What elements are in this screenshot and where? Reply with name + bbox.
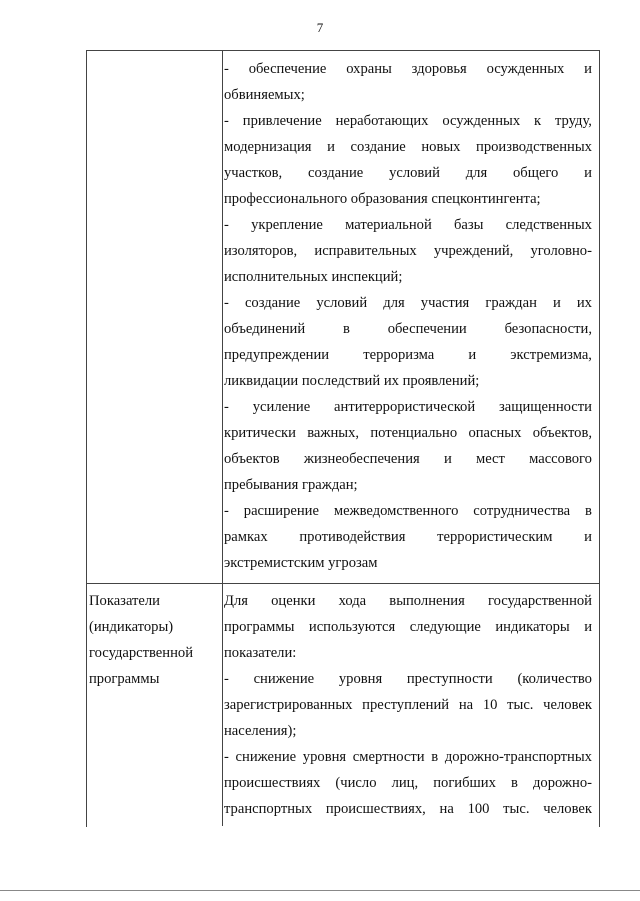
word: обеспечение <box>248 61 327 77</box>
text-line <box>224 186 592 212</box>
word: - <box>224 113 229 129</box>
word: индикаторы <box>495 619 570 635</box>
word: и <box>584 61 592 77</box>
text-line <box>224 666 592 692</box>
text-line <box>224 316 592 342</box>
word: и <box>584 529 592 545</box>
word: осужденных <box>486 61 565 77</box>
word: снижение <box>253 671 315 687</box>
word: базы <box>453 217 484 233</box>
text-line-content: пребывания граждан; <box>224 477 358 493</box>
word: и <box>584 165 592 181</box>
word: тыс. <box>503 801 530 817</box>
word: - <box>224 61 229 77</box>
text-line <box>224 394 592 420</box>
word: производственных <box>476 139 592 155</box>
word: граждан <box>485 295 537 311</box>
label-line: программы <box>89 671 160 687</box>
label-line: (индикаторы) <box>89 619 174 635</box>
word: происшествиях, <box>325 801 426 817</box>
word: для <box>383 295 405 311</box>
word: межведомственного <box>333 503 459 519</box>
word: оценки <box>271 593 316 609</box>
word: уровня <box>338 671 383 687</box>
word: снижение <box>235 749 297 765</box>
text-line <box>224 108 592 134</box>
word: модернизация <box>224 139 312 155</box>
word: 10 <box>482 697 498 713</box>
word: следующие <box>409 619 481 635</box>
text-line-content: ликвидации последствий их проявлений; <box>224 373 480 389</box>
word: преступлений <box>362 697 450 713</box>
word: человек <box>543 697 592 713</box>
text-line-content: исполнительных инспекций; <box>224 269 403 285</box>
word: в <box>431 749 439 765</box>
text-line <box>224 368 592 394</box>
word: условий <box>316 295 368 311</box>
row-divider <box>86 583 599 584</box>
label-line: государственной <box>89 645 194 661</box>
indicators-cell <box>224 588 592 822</box>
text-line-content: показатели: <box>224 645 297 661</box>
word: создание <box>350 139 406 155</box>
word: 100 <box>467 801 490 817</box>
column-divider <box>222 50 223 826</box>
text-line <box>224 212 592 238</box>
word: исправительных <box>314 243 417 259</box>
text-line-content: экстремистским угрозам <box>224 555 378 571</box>
word: - <box>224 503 229 519</box>
word: государственной <box>487 593 592 609</box>
word: - <box>224 295 229 311</box>
word: смертности <box>352 749 425 765</box>
word: дорожно- <box>532 775 592 791</box>
text-line <box>224 498 592 524</box>
word: - <box>224 671 229 687</box>
word: для <box>465 165 488 181</box>
word: объединений <box>224 321 306 337</box>
word: происшествиях <box>224 775 321 791</box>
word: террористическим <box>437 529 553 545</box>
word: безопасности, <box>504 321 592 337</box>
word: Для <box>224 593 248 609</box>
text-line <box>224 160 592 186</box>
word: преступности <box>406 671 493 687</box>
word: важных, <box>307 425 360 441</box>
word: на <box>439 801 454 817</box>
word: - <box>224 217 229 233</box>
word: жизнеобеспечения <box>303 451 420 467</box>
word: человек <box>543 801 592 817</box>
text-line <box>224 82 592 108</box>
word: хода <box>338 593 367 609</box>
word: и <box>443 451 452 467</box>
text-line <box>224 796 592 822</box>
word: объектов, <box>532 425 592 441</box>
word: транспортных <box>224 801 313 817</box>
goals-cell <box>224 56 592 576</box>
text-line <box>224 290 592 316</box>
word: тыс. <box>507 697 534 713</box>
text-line <box>224 770 592 796</box>
word: новых <box>421 139 461 155</box>
word: охраны <box>346 61 392 77</box>
word: изоляторов, <box>224 243 298 259</box>
word: дорожно-транспортных <box>444 749 592 765</box>
word: привлечение <box>242 113 322 129</box>
text-line <box>224 692 592 718</box>
word: программы <box>224 619 295 635</box>
word: участков, <box>224 165 283 181</box>
word: в <box>342 321 350 337</box>
word: предупреждении <box>224 347 330 363</box>
word: терроризма <box>363 347 435 363</box>
word: их <box>576 295 592 311</box>
word: (количество <box>517 671 592 687</box>
word: - <box>224 749 229 765</box>
text-line <box>224 56 592 82</box>
word: к <box>534 113 542 129</box>
text-line <box>224 588 592 614</box>
scan-edge <box>0 890 640 891</box>
indicators-label-cell <box>89 588 219 692</box>
word: уголовно- <box>530 243 592 259</box>
word: участия <box>420 295 470 311</box>
text-line <box>224 550 592 576</box>
word: защищенности <box>499 399 592 415</box>
word: в <box>585 503 592 519</box>
word: укрепление <box>251 217 323 233</box>
word: создание <box>307 165 364 181</box>
word: массового <box>529 451 592 467</box>
word: неработающих <box>335 113 429 129</box>
word: и <box>584 619 592 635</box>
text-line <box>224 134 592 160</box>
word: и <box>552 295 561 311</box>
word: (число <box>335 775 377 791</box>
word: и <box>468 347 477 363</box>
word: на <box>458 697 474 713</box>
word: противодействия <box>299 529 406 545</box>
word: - <box>224 399 229 415</box>
word: антитеррористической <box>334 399 476 415</box>
word: здоровья <box>411 61 467 77</box>
word: объектов <box>224 451 280 467</box>
word: труду, <box>555 113 592 129</box>
word: усиление <box>252 399 311 415</box>
text-line <box>224 264 592 290</box>
word: уровня <box>302 749 347 765</box>
word: создание <box>244 295 301 311</box>
word: потенциально <box>370 425 458 441</box>
text-line <box>224 342 592 368</box>
word: следственных <box>505 217 592 233</box>
word: учреждений, <box>433 243 514 259</box>
text-line <box>224 420 592 446</box>
word: экстремизма, <box>510 347 592 363</box>
word: используются <box>308 619 396 635</box>
word: общего <box>512 165 559 181</box>
word: сотрудничества <box>473 503 571 519</box>
text-line <box>224 446 592 472</box>
text-line-content: обвиняемых; <box>224 87 305 103</box>
word: расширение <box>243 503 319 519</box>
text-line <box>224 614 592 640</box>
page-number: 7 <box>316 20 324 35</box>
word: зарегистрированных <box>224 697 353 713</box>
text-line-content: населения); <box>224 723 297 739</box>
text-line <box>224 744 592 770</box>
word: лиц, <box>391 775 419 791</box>
word: условий <box>389 165 440 181</box>
text-line <box>224 472 592 498</box>
word: материальной <box>345 217 432 233</box>
word: мест <box>475 451 505 467</box>
word: рамках <box>224 529 268 545</box>
word: обеспечении <box>387 321 467 337</box>
text-line <box>224 238 592 264</box>
word: опасных <box>468 425 522 441</box>
text-line <box>224 718 592 744</box>
word: в <box>510 775 518 791</box>
word: осужденных <box>442 113 521 129</box>
label-line: Показатели <box>89 593 160 609</box>
word: погибших <box>433 775 496 791</box>
word: и <box>327 139 335 155</box>
text-line <box>224 524 592 550</box>
word: выполнения <box>389 593 465 609</box>
text-line-content: профессионального образования спецконтингента; <box>224 191 541 207</box>
text-line <box>224 640 592 666</box>
word: критически <box>224 425 296 441</box>
